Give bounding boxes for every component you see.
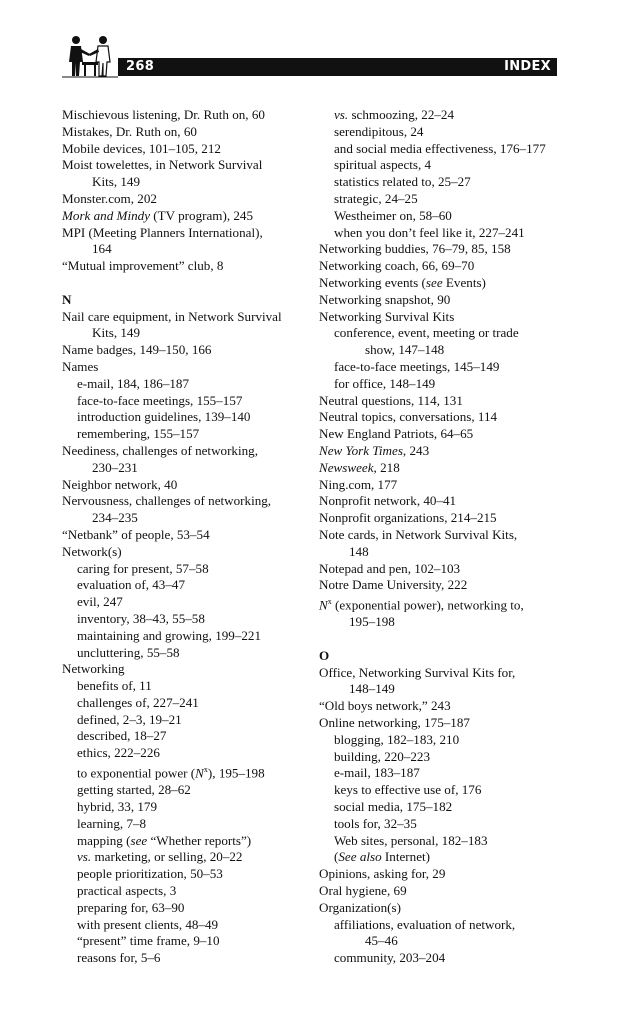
index-entry: when you don’t feel like it, 227–241 — [334, 224, 525, 240]
index-entry: New England Patriots, 64–65 — [319, 426, 474, 442]
index-entry: Kits, 149 — [92, 174, 141, 190]
index-entry: defined, 2–3, 19–21 — [77, 711, 182, 727]
index-entry: getting started, 28–62 — [77, 782, 191, 798]
index-entry: maintaining and growing, 199–221 — [77, 627, 262, 643]
index-entry: 148 — [349, 543, 369, 559]
section-title: INDEX — [504, 59, 551, 74]
index-entry: Online networking, 175–187 — [319, 715, 470, 731]
index-entry: keys to effective use of, 176 — [334, 782, 482, 798]
index-entry: building, 220–223 — [334, 748, 431, 764]
index-entry: described, 18–27 — [77, 728, 167, 744]
index-entry: e-mail, 184, 186–187 — [77, 375, 190, 391]
index-entry: Notre Dame University, 222 — [319, 577, 468, 593]
index-entry: vs. schmoozing, 22–24 — [334, 107, 455, 122]
index-entry: Westheimer on, 58–60 — [334, 207, 452, 223]
index-entry: ethics, 222–226 — [77, 745, 160, 761]
index-entry: Ning.com, 177 — [319, 476, 398, 492]
index-entry: practical aspects, 3 — [77, 883, 177, 899]
index-entry: “present” time frame, 9–10 — [77, 933, 220, 949]
index-entry: challenges of, 227–241 — [77, 694, 199, 710]
index-entry: social media, 175–182 — [334, 799, 453, 815]
index-entry: Networking snapshot, 90 — [319, 291, 451, 307]
index-entry: caring for present, 57–58 — [77, 560, 209, 576]
page-header — [62, 32, 557, 80]
index-entry: New York Times, 243 — [319, 442, 430, 458]
index-entry: Network(s) — [62, 543, 122, 559]
index-entry: Nonprofit network, 40–41 — [319, 493, 457, 509]
index-entry: (See also Internet) — [334, 849, 431, 865]
index-entry: Moist towelettes, in Network Survival — [62, 157, 263, 173]
index-entry: evil, 247 — [77, 594, 123, 610]
index-entry: Newsweek, 218 — [319, 459, 400, 475]
index-entry: Mischievous listening, Dr. Ruth on, 60 — [62, 107, 265, 122]
index-entry: for office, 148–149 — [334, 375, 436, 391]
index-entry: Opinions, asking for, 29 — [319, 866, 446, 882]
index-entry: Networking buddies, 76–79, 85, 158 — [319, 241, 511, 257]
index-entry: blogging, 182–183, 210 — [334, 731, 460, 747]
index-entry: $N^x$ (exponential power), networking to, — [319, 597, 524, 613]
handshake-icon — [62, 32, 118, 78]
index-entry: e-mail, 183–187 — [334, 765, 420, 781]
index-entry: 234–235 — [92, 510, 138, 526]
page-number: 268 — [126, 59, 155, 74]
index-entry: “Old boys network,” 243 — [319, 698, 451, 714]
index-entry: Neediness, challenges of networking, — [62, 442, 258, 458]
index-entry: tools for, 32–35 — [334, 815, 417, 831]
index-entry: Networking Survival Kits — [319, 308, 455, 324]
index-entry: strategic, 24–25 — [334, 190, 418, 206]
index-entry: Neutral topics, conversations, 114 — [319, 409, 498, 425]
index-entry: Office, Networking Survival Kits for, — [319, 664, 516, 680]
index-entry: Nail care equipment, in Network Survival — [62, 308, 282, 324]
index-entry: Monster.com, 202 — [62, 190, 157, 206]
index-entry: statistics related to, 25–27 — [334, 174, 471, 190]
header-bar — [118, 58, 557, 76]
index-entry: benefits of, 11 — [77, 678, 152, 694]
index-entry: conference, event, meeting or trade — [334, 325, 519, 341]
index-entry: people prioritization, 50–53 — [77, 866, 223, 882]
index-entry: Nervousness, challenges of networking, — [62, 493, 272, 509]
index-entry: 148–149 — [349, 681, 395, 697]
spacer — [62, 275, 307, 292]
index-entry: spiritual aspects, 4 — [334, 157, 432, 173]
index-entry: Networking — [62, 661, 125, 677]
index-entry: 164 — [92, 241, 112, 257]
index-entry: uncluttering, 55–58 — [77, 644, 180, 660]
index-entry: Nonprofit organizations, 214–215 — [319, 510, 497, 526]
index-entry: Mobile devices, 101–105, 212 — [62, 140, 221, 156]
index-entry: face-to-face meetings, 155–157 — [77, 392, 243, 408]
index-column-right — [319, 107, 564, 967]
index-entry: Notepad and pen, 102–103 — [319, 560, 461, 576]
index-entry: affiliations, evaluation of network, — [334, 916, 516, 932]
index-entry: introduction guidelines, 139–140 — [77, 409, 251, 425]
index-entry: Oral hygiene, 69 — [319, 883, 407, 899]
index-entry: 230–231 — [92, 459, 138, 475]
index-entry: show, 147–148 — [365, 342, 445, 358]
index-entry: preparing for, 63–90 — [77, 899, 185, 915]
index-entry: Neutral questions, 114, 131 — [319, 392, 463, 408]
index-entry: face-to-face meetings, 145–149 — [334, 358, 500, 374]
index-entry: and social media effectiveness, 176–177 — [334, 140, 546, 156]
index-entry: community, 203–204 — [334, 950, 446, 966]
index-entry: to exponential power $(N^x)$, 195–198 — [77, 765, 265, 781]
spacer — [319, 631, 564, 648]
index-entry: “Mutual improvement” club, 8 — [62, 258, 224, 274]
index-entry: Kits, 149 — [92, 325, 141, 341]
index-letter-heading: N — [62, 291, 72, 307]
index-entry: Name badges, 149–150, 166 — [62, 342, 212, 358]
index-entry: Note cards, in Network Survival Kits, — [319, 526, 518, 542]
index-entry: Neighbor network, 40 — [62, 476, 178, 492]
index-entry: hybrid, 33, 179 — [77, 799, 158, 815]
index-entry: with present clients, 48–49 — [77, 916, 219, 932]
index-entry: Mork and Mindy (TV program), 245 — [62, 207, 254, 223]
index-entry: Networking coach, 66, 69–70 — [319, 258, 475, 274]
index-column-left — [62, 107, 307, 967]
index-entry: remembering, 155–157 — [77, 426, 200, 442]
index-entry: Names — [62, 358, 99, 374]
index-entry: vs. marketing, or selling, 20–22 — [77, 849, 243, 865]
index-entry: mapping (see “Whether reports”) — [77, 832, 252, 848]
index-entry: evaluation of, 43–47 — [77, 577, 185, 593]
index-entry: reasons for, 5–6 — [77, 950, 161, 966]
index-entry: serendipitous, 24 — [334, 123, 424, 139]
index-entry: 195–198 — [349, 614, 395, 630]
index-entry: “Netbank” of people, 53–54 — [62, 526, 210, 542]
index-letter-heading: O — [319, 647, 330, 663]
index-entry: Networking events (see Events) — [319, 274, 486, 290]
index-entry: Web sites, personal, 182–183 — [334, 832, 488, 848]
index-entry: MPI (Meeting Planners International), — [62, 224, 263, 240]
index-entry: inventory, 38–43, 55–58 — [77, 610, 205, 626]
index-entry: 45–46 — [365, 933, 398, 949]
index-entry: Mistakes, Dr. Ruth on, 60 — [62, 123, 197, 139]
index-entry: learning, 7–8 — [77, 815, 147, 831]
index-entry: Organization(s) — [319, 899, 401, 915]
